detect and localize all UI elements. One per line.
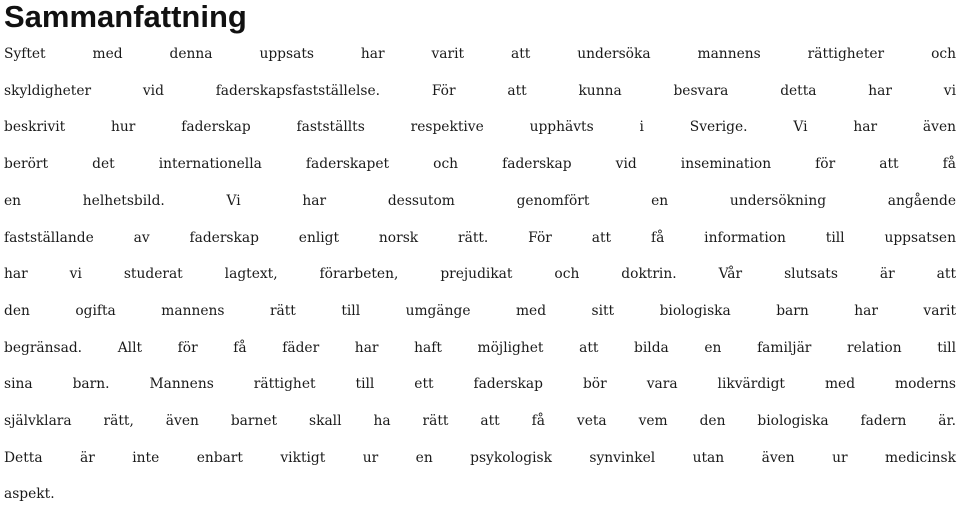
paragraph-line-11: självklara rätt, även barnet skall ha rätt att få veta vem den biologiska fadern är. bbox=[4, 413, 956, 430]
paragraph-line-1: Syftet med denna uppsats har varit att undersöka mannens rättigheter och bbox=[4, 46, 956, 62]
paragraph-line-4: berört det internationella faderskapet och faderskap vid insemination för att få bbox=[4, 156, 956, 173]
summary-paragraph bbox=[4, 36, 956, 513]
paragraph-line-7: har vi studerat lagtext, förarbeten, prejudikat och doktrin. Vår slutsats är att bbox=[4, 266, 956, 283]
paragraph-line-8: den ogifta mannens rätt till umgänge med sitt biologiska barn har varit bbox=[4, 302, 956, 319]
paragraph-line-2: skyldigheter vid faderskapsfastställelse. För att kunna besvara detta har vi bbox=[4, 82, 956, 99]
document-page bbox=[4, 0, 956, 513]
paragraph-line-13: aspekt. bbox=[4, 486, 55, 503]
paragraph-line-9: begränsad. Allt för få fäder har haft möjlighet att bilda en familjär relation till bbox=[4, 339, 956, 356]
paragraph-line-10: sina barn. Mannens rättighet till ett faderskap bör vara likvärdigt med moderns bbox=[4, 376, 956, 393]
paragraph-line-3: beskrivit hur faderskap fastställts respektive upphävts i Sverige. Vi har även bbox=[4, 119, 956, 136]
paragraph-line-5: en helhetsbild. Vi har dessutom genomfört en undersökning angående bbox=[4, 192, 956, 209]
paragraph-line-6: fastställande av faderskap enligt norsk rätt. För att få information till uppsatsen bbox=[4, 229, 956, 246]
section-heading: Sammanfattning bbox=[4, 0, 247, 34]
paragraph-line-12: Detta är inte enbart viktigt ur en psykologisk synvinkel utan även ur medicinsk bbox=[4, 449, 956, 466]
